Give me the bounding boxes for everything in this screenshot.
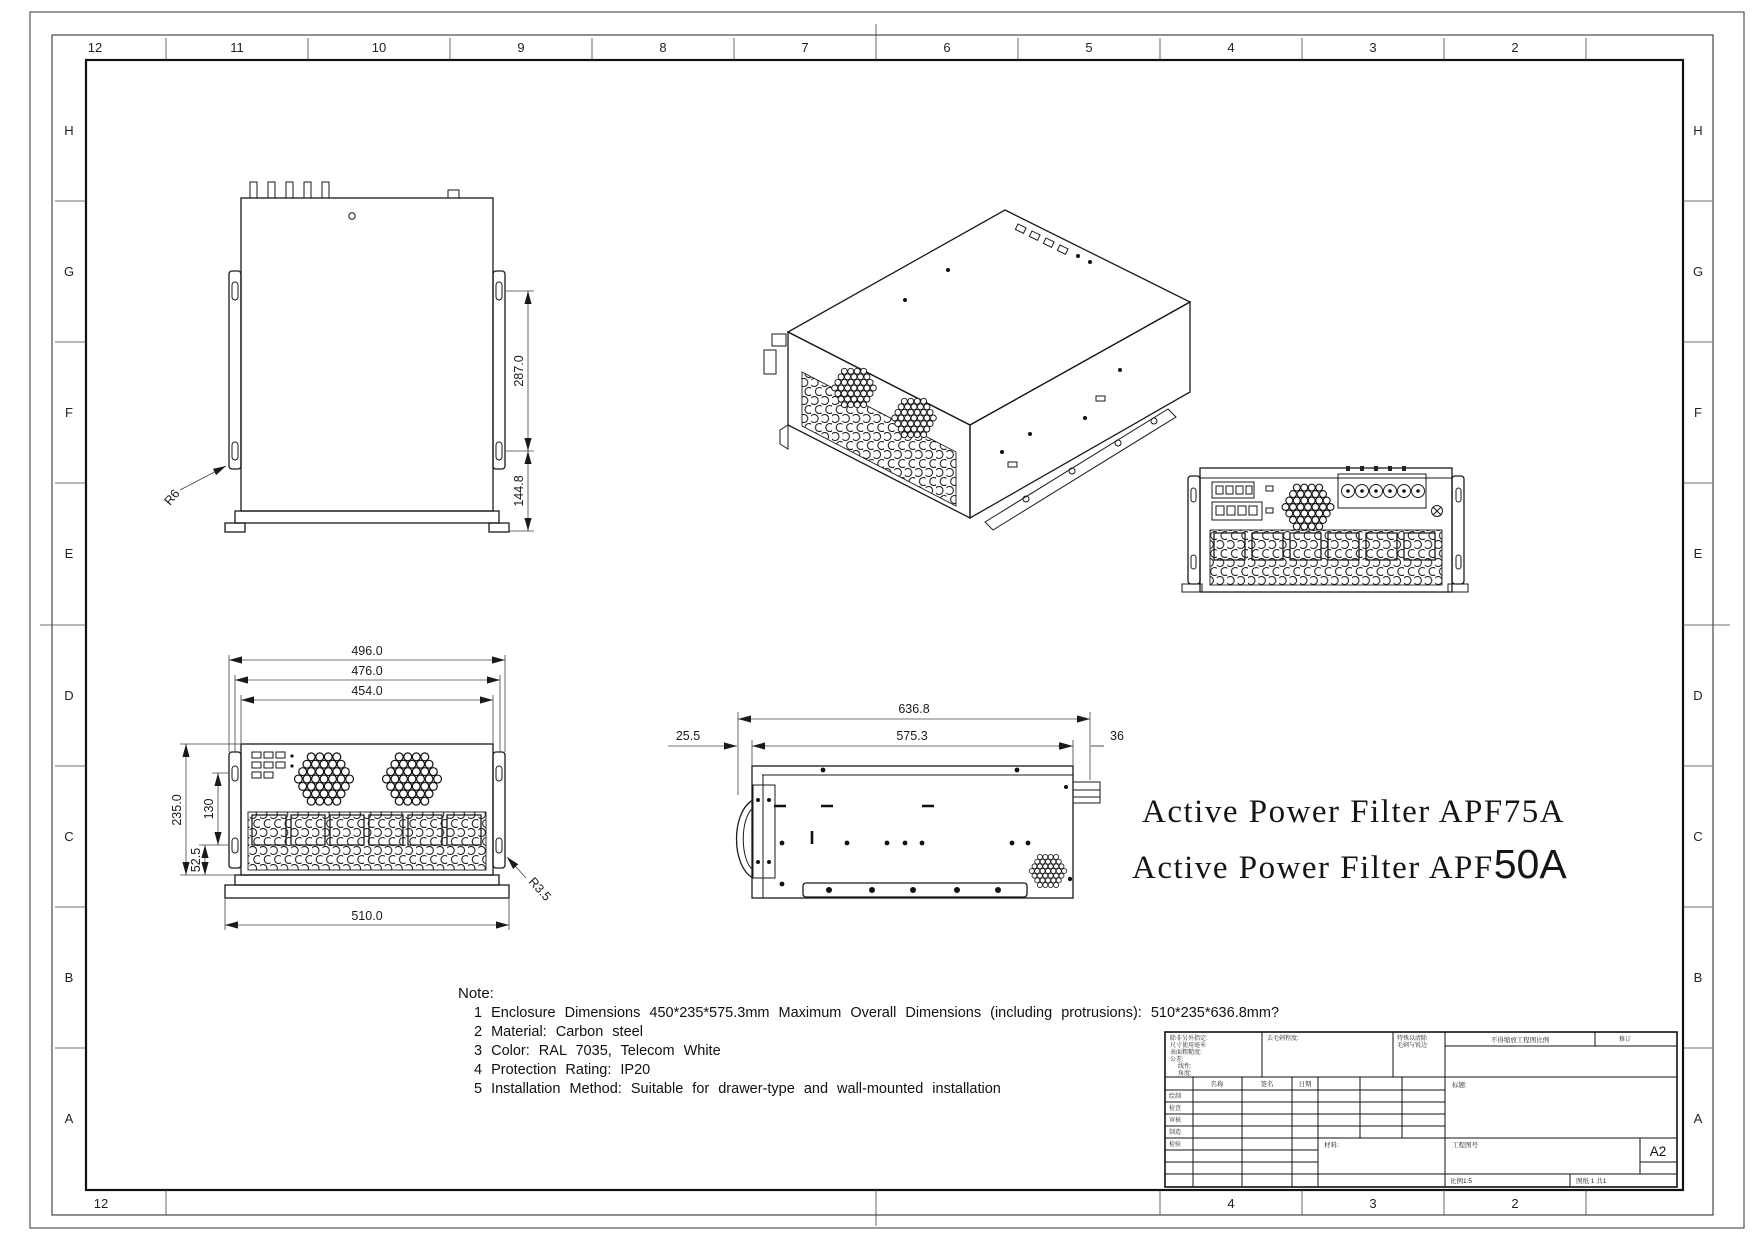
notes-heading: Note:	[458, 985, 494, 1002]
tb-row-qa: 检验	[1169, 1142, 1182, 1148]
tb-col-signature: 签名	[1260, 1081, 1274, 1088]
grid-ref: 8	[659, 40, 667, 55]
grid-ref: C	[1693, 829, 1703, 844]
grid-ref: 3	[1369, 1196, 1377, 1211]
dim-slot-offset-52: 52.5	[189, 847, 203, 873]
grid-ref: C	[64, 829, 74, 844]
dim-width-496: 496.0	[351, 644, 383, 658]
tb-material-label: 材料:	[1324, 1142, 1339, 1149]
grid-ref: 2	[1511, 40, 1519, 55]
tb-do-not-scale: 不得缩放工程图比例	[1490, 1037, 1550, 1044]
dim-protrusion-36: 36	[1110, 729, 1124, 743]
dim-body-575: 575.3	[896, 729, 928, 743]
dim-base-510: 510.0	[351, 909, 383, 923]
tb-tolerance-line: 尺寸使用毫米	[1170, 1043, 1207, 1049]
grid-ref: 2	[1511, 1196, 1519, 1211]
dim-radius-r6: R6	[161, 486, 183, 508]
top-view	[162, 182, 534, 532]
tb-row-mfg: 制造	[1169, 1130, 1182, 1136]
grid-ref: F	[65, 405, 73, 420]
tb-deburr-line: 毛刺与锐边	[1397, 1043, 1428, 1049]
product-title-line2: Active Power Filter APF50A	[1132, 841, 1567, 887]
grid-ref: 10	[371, 40, 387, 55]
grid-ref: E	[1693, 546, 1703, 561]
grid-ref: 3	[1369, 40, 1377, 55]
grid-ref: B	[64, 970, 74, 985]
title-block	[1165, 1032, 1677, 1187]
dim-width-454: 454.0	[351, 684, 383, 698]
tb-deburr-line: 特殊以清除	[1397, 1036, 1428, 1042]
front-view	[170, 644, 554, 930]
dim-handle-255: 25.5	[675, 729, 701, 743]
grid-ref: 12	[87, 40, 103, 55]
tb-col-date: 日期	[1298, 1081, 1312, 1088]
grid-ref: 12	[93, 1196, 109, 1211]
tb-row-checked: 检查	[1169, 1106, 1182, 1112]
note-item-3: 3 Color: RAL 7035, Telecom White	[474, 1043, 721, 1059]
dim-slot-span-130: 130	[202, 798, 216, 820]
note-item-1: 1 Enclosure Dimensions 450*235*575.3mm Maximum Overall Dimensions (including protrusions): 510*235*636.8mm?	[474, 1005, 1280, 1021]
front-view-small	[1182, 466, 1468, 592]
tb-row-approved: 审核	[1169, 1118, 1182, 1124]
grid-ref: H	[1693, 123, 1703, 138]
dim-height-235: 235.0	[170, 794, 184, 826]
tb-tolerance-line: 线性:	[1178, 1064, 1192, 1070]
tb-drawing-no-label: 工程图号	[1452, 1142, 1478, 1149]
grid-ref: B	[1693, 970, 1703, 985]
grid-ref: D	[64, 688, 74, 703]
notes	[458, 985, 1279, 1097]
grid-ref: 7	[801, 40, 809, 55]
note-item-4: 4 Protection Rating: IP20	[474, 1062, 651, 1078]
tb-tolerance-line: 除非另外指定:	[1170, 1036, 1208, 1042]
grid-ref: 11	[230, 40, 244, 55]
tb-col-name: 名称	[1210, 1081, 1224, 1088]
grid-ref: A	[1693, 1111, 1703, 1126]
grid-ref: F	[1694, 405, 1702, 420]
tb-row-drawn: 绘制	[1169, 1094, 1182, 1100]
note-item-2: 2 Material: Carbon steel	[474, 1024, 643, 1040]
dim-width-476: 476.0	[351, 664, 383, 678]
tb-paper-size: A2	[1649, 1144, 1667, 1159]
isometric-view	[764, 210, 1190, 530]
tb-title-label: 标题:	[1452, 1082, 1467, 1089]
note-item-5: 5 Installation Method: Suitable for drawer-type and wall-mounted installation	[474, 1081, 1001, 1097]
grid-ref: H	[64, 123, 74, 138]
product-title	[1132, 794, 1567, 887]
tb-tolerance-line: 角度:	[1178, 1071, 1192, 1077]
grid-ref: 9	[517, 40, 525, 55]
grid-ref: A	[64, 1111, 74, 1126]
dim-height-lower: 144.8	[512, 475, 526, 507]
grid-ref: 4	[1227, 1196, 1235, 1211]
side-view	[668, 702, 1124, 898]
grid-ref: G	[63, 264, 75, 279]
grid-ref: G	[1692, 264, 1704, 279]
grid-ref: 4	[1227, 40, 1235, 55]
tb-revision-label: 修订	[1618, 1037, 1632, 1043]
grid-ref: 5	[1085, 40, 1093, 55]
grid-ref: 6	[943, 40, 951, 55]
product-title-line1: Active Power Filter APF75A	[1142, 794, 1566, 830]
grid-ref: D	[1693, 688, 1703, 703]
dim-overall-636: 636.8	[898, 702, 930, 716]
dim-radius-r35: R3.5	[525, 874, 554, 904]
tb-finish-label: 去毛刺程度:	[1267, 1036, 1299, 1042]
grid-ref: E	[64, 546, 74, 561]
dim-height-upper: 287.0	[512, 355, 526, 387]
product-model-50a: 50A	[1493, 841, 1567, 887]
tb-sheet-label: 图纸 1 共1	[1576, 1178, 1607, 1185]
tb-tolerance-line: 公差:	[1170, 1057, 1184, 1063]
tb-tolerance-line: 表面粗糙度:	[1170, 1050, 1202, 1056]
tb-scale-label: 比例1:5	[1450, 1178, 1473, 1185]
